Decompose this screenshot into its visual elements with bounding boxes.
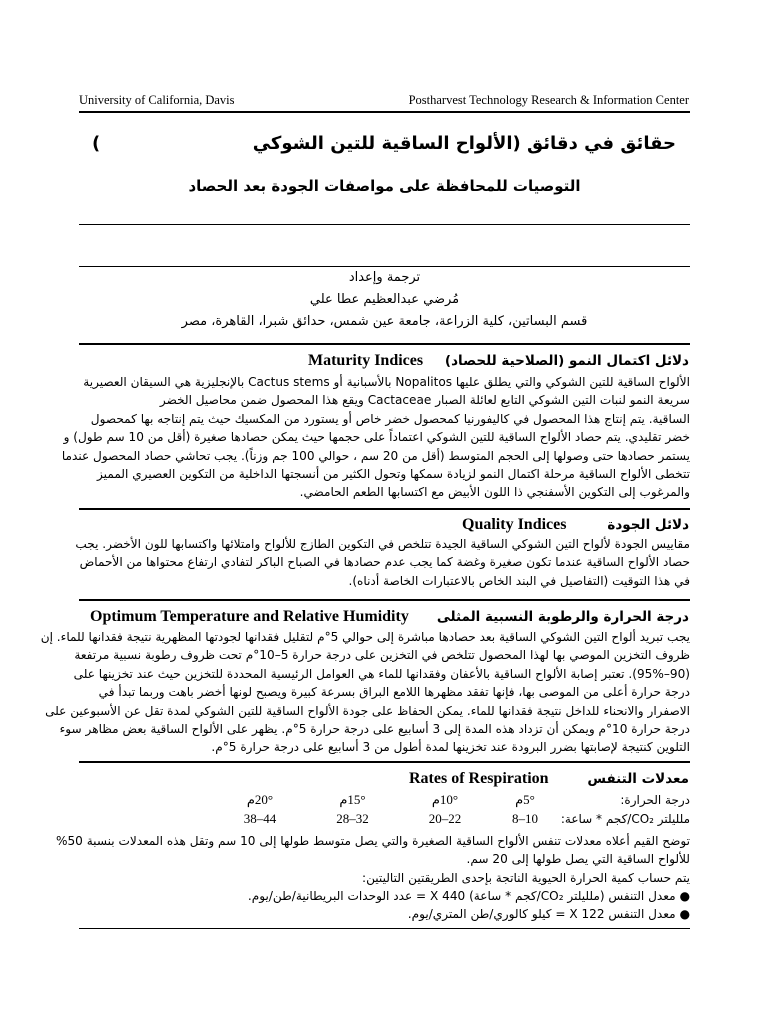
- paragraph-line: توضح القيم أعلاه معدلات تنفس الألواح الساقية الصغيرة والتي يصل متوسط طولها إلى 10 سم وتقل هذه المعدلات بنسبة 50%: [55, 834, 690, 848]
- divider: [79, 928, 690, 929]
- table-cell: 5°م: [515, 791, 535, 807]
- temperature-body: [40, 628, 690, 757]
- paragraph-line: سريعة النمو لنبات التين الشوكي التابع لعائلة الصبار Cactaceae ويقع هذا المحصول ضمن محاصيل الخضر: [159, 393, 690, 408]
- paragraph-line: (90–95%). تعتبر إصابة الألواح الساقية بالأعفان وفقدانها للماء هي العوامل الرئيسية المحددة للتخزين حيث عند تخزينها على: [73, 666, 690, 681]
- title-close-paren: ): [92, 133, 101, 154]
- divider: [79, 343, 690, 345]
- paragraph-line: في هذا التوقيت (التفاصيل في البند الخاص بالاعتبارات الخاصة أدناه).: [348, 573, 690, 588]
- temperature-title-ar: درجة الحرارة والرطوبة النسبية المثلى: [436, 609, 689, 625]
- page-title: حقائق في دقائق (الألواح الساقية للتين الشوكي: [252, 133, 676, 154]
- temperature-title-en: Optimum Temperature and Relative Humidity: [90, 608, 409, 625]
- list-item: [79, 905, 690, 923]
- rate-label: ملليلتر CO₂/كجم * ساعة:: [560, 811, 690, 826]
- table-cell: 20°م: [246, 791, 274, 807]
- paragraph-line: الاصفرار والانحناء للداخل نتيجة فقدانها للماء. يمكن الحفاظ على جودة الألواح الساقية للتين الشوكي لمدة تقل عن الأسبوعين على: [45, 703, 690, 718]
- bullet-icon: ●: [675, 907, 690, 922]
- paragraph-line: للألواح الساقية التي يصل طولها إلى 20 سم.: [466, 852, 690, 867]
- header-institution: University of California, Davis: [79, 93, 235, 107]
- credits-name: مُرضي عبدالعظيم عطا علي: [309, 292, 460, 307]
- quality-title-en: Quality Indices: [462, 516, 567, 533]
- divider: [79, 599, 690, 601]
- paragraph-line: خضر تقليدي. يتم حصاد الألواح الساقية للتين الشوكي اعتماداً على حجمها حيث يمكن حصادها صغيرة (أقل من 10 سم طول) و: [63, 430, 690, 445]
- paragraph-line: درجة حرارة 10°م ويمكن أن تزداد هذه المدة إلى 3 أسابيع على درجة حرارة 5°م. يظهر على الألواح الساقية بعض مظاهر سوء: [59, 722, 690, 737]
- table-cell: 15°م: [339, 791, 366, 807]
- paragraph-line: يتم حساب كمية الحرارة الحيوية الناتجة بإحدى الطريقتين التاليتين:: [362, 870, 690, 885]
- divider: [79, 761, 690, 763]
- table-cell: 22–20: [428, 810, 462, 826]
- maturity-title-en: Maturity Indices: [308, 352, 424, 369]
- header-rule: [79, 111, 690, 113]
- respiration-title-en: Rates of Respiration: [409, 770, 549, 787]
- table-row: [79, 809, 690, 828]
- divider: [79, 508, 690, 510]
- paragraph-line: التلوين كنتيجة لإصابتها بضرر البرودة عند تخزينها لمدة أطول من 3 أسابيع على درجة حرارة 5°م.: [211, 740, 690, 755]
- page-subtitle: التوصيات للمحافظة على مواصفات الجودة بعد الحصاد: [188, 177, 581, 195]
- bullet-text: معدل التنفس (ملليلتر CO₂/كجم * ساعة) X 440 = عدد الوحدات البريطانية/طن/يوم.: [247, 889, 676, 903]
- table-cell: 10–8: [512, 810, 538, 826]
- credits-affiliation: قسم البساتين، كلية الزراعة، جامعة عين شمس، حدائق شبرا، القاهرة، مصر: [181, 314, 588, 329]
- maturity-body: [61, 373, 690, 502]
- respiration-notes: [55, 832, 690, 887]
- respiration-title-ar: معدلات التنفس: [587, 771, 689, 787]
- divider: [79, 224, 690, 225]
- table-cell: 32–28: [336, 810, 369, 826]
- quality-body: [75, 535, 690, 590]
- paragraph-line: درجة حرارة أعلى من الموصى بها، فإنها تفقد مظهرها اللامع البراق بسرعة كبيرة ويصبح لونها أخضر باهت وربما تبدأ في: [98, 685, 690, 700]
- paragraph-line: تتخطى الألواح الساقية مرحلة اكتمال النمو لزيادة سمكها وتحول الكثير من أنسجتها الداخلية من التكوين العصيري المميز: [97, 467, 690, 482]
- paragraph-line: مقاييس الجودة لألواح التين الشوكي الساقية الجيدة تتلخص في التكوين الطازج للألواح وامتلائها واكتسابها للون الأخضر. يجب: [75, 537, 690, 551]
- maturity-title-ar: دلائل اكتمال النمو (الصلاحية للحصاد): [444, 353, 689, 369]
- bullet-text: معدل التنفس X 122 = كيلو كالوري/طن المتري/يوم.: [407, 907, 676, 922]
- bullet-icon: ●: [675, 889, 690, 903]
- temperature-label: درجة الحرارة:: [620, 792, 690, 807]
- table-cell: 10°م: [431, 791, 459, 807]
- divider: [79, 266, 690, 267]
- paragraph-line: الألواح الساقية للتين الشوكي والتي يطلق عليها Nopalitos بالأسبانية أو Cactus stems بالإنجليزية هي السيقان العصيرية: [83, 375, 690, 389]
- paragraph-line: يجب تبريد ألواح التين الشوكي الساقية بعد حصادها مباشرة إلى حوالي 5°م لتقليل فقدانها لجودتها المظهرية نتيجة فقدانها للماء. إن: [40, 630, 690, 644]
- paragraph-line: الساقية. يتم إنتاج هذا المحصول في كاليفورنيا كمحصول خضر خاص أو يستورد من المكسيك حيث يتم إنتاجه بها كمحصول: [90, 411, 690, 426]
- header-center: Postharvest Technology Research & Information Center: [408, 93, 689, 107]
- table-row: [79, 790, 690, 809]
- respiration-table: [79, 790, 690, 828]
- table-cell: 44–38: [243, 810, 277, 826]
- paragraph-line: ظروف التخزين الموصي بها لهذا المحصول تتلخص في التخزين على درجة حرارة 5–10°م تحت ظروف رطوبة نسبية مرتفعة: [74, 648, 690, 663]
- quality-title-ar: دلائل الجودة: [607, 517, 689, 533]
- list-item: [79, 887, 690, 905]
- paragraph-line: يستمر حصادها حتى وصولها إلى الحجم المتوسط (أقل من 20 سم ، حوالي 100 جم وزناً). يجب تحاشي حصاد المحصول عندما: [61, 448, 690, 463]
- paragraph-line: حصاد الألواح الساقية عندما تكون صغيرة وغضة كما يجب عدم حصادها في الصباح الباكر لتفادي ارتفاع محتواها من الأحماض: [79, 555, 690, 570]
- credits-role: ترجمة وإعداد: [348, 270, 421, 285]
- respiration-bullets: [79, 887, 690, 924]
- paragraph-line: والمرغوب إلى التكوين الأسفنجي ذا اللون الأبيض مع اكتسابها الطعم الحامضي.: [299, 485, 690, 500]
